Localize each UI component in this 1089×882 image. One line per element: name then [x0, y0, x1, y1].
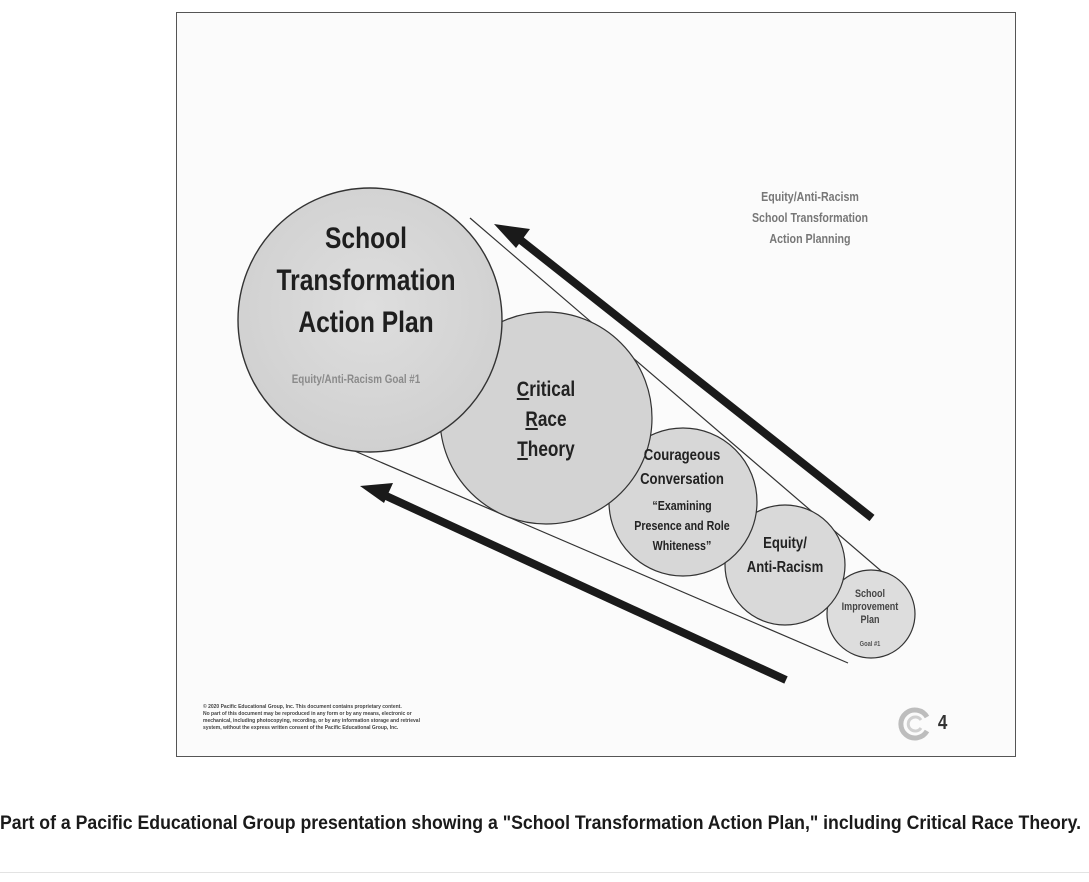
copyright-line: © 2020 Pacific Educational Group, Inc. This document contains proprietary content.	[203, 704, 402, 710]
heading-line: School Transformation	[751, 210, 869, 225]
sip-line: School	[854, 588, 886, 600]
sip-line: Improvement	[841, 601, 899, 613]
title-line: Transformation	[276, 264, 456, 297]
eq-line: Anti-Racism	[746, 559, 824, 576]
cc-sub-line: “Examining	[652, 498, 712, 513]
critical-race-theory-label	[497, 375, 595, 465]
examining-whiteness-label	[625, 496, 740, 556]
crt-line: Critical	[516, 378, 576, 401]
cc-sub-line: Presence and Role	[634, 518, 730, 533]
copyright-line: system, without the express written consent of the Pacific Educational Group, Inc.	[203, 725, 399, 731]
copyright-notice	[203, 704, 483, 732]
crt-line: Race	[525, 408, 567, 431]
courageous-conversation-label	[625, 444, 740, 492]
divider	[0, 872, 1089, 873]
school-improvement-plan-label	[834, 588, 906, 627]
image-caption: Part of a Pacific Educational Group presentation showing a "School Transformation Action Plan," including Critical Race Theory.	[0, 813, 1082, 834]
cc-line: Courageous	[643, 447, 721, 464]
heading-line: Action Planning	[769, 231, 851, 246]
cc-sub-line: Whiteness”	[652, 538, 712, 553]
copyright-line: mechanical, including photocopying, recording, or by any information storage and retrieval	[203, 718, 420, 724]
page-number: 4	[937, 712, 948, 734]
eq-line: Equity/	[763, 535, 807, 552]
copyright-line: No part of this document may be reproduced in any form or by any means, electronic or	[203, 711, 412, 717]
title-line: School	[324, 222, 407, 255]
equity-anti-racism-label	[737, 532, 834, 580]
crt-line: Theory	[517, 438, 575, 461]
cc-line: Conversation	[640, 471, 724, 488]
school-transformation-title	[268, 218, 465, 344]
equity-goal-label: Equity/Anti-Racism Goal #1	[291, 372, 421, 386]
sip-line: Plan	[860, 614, 880, 626]
pacific-educational-group-logo-icon	[898, 707, 932, 741]
improvement-goal-label: Goal #1	[859, 641, 881, 648]
heading-line: Equity/Anti-Racism	[761, 189, 859, 204]
slide-heading	[720, 186, 900, 249]
title-line: Action Plan	[298, 306, 434, 339]
